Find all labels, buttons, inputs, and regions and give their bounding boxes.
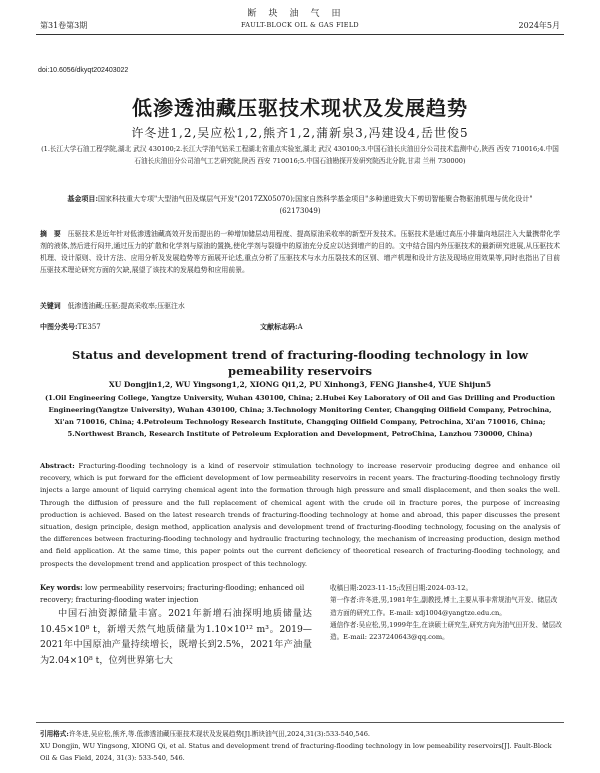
doc-code-value: A	[297, 323, 303, 331]
abstract-cn	[40, 228, 560, 276]
journal-name-cn: 断块油气田	[247, 9, 353, 19]
corresponding-author-note: 通信作者:吴应松,男,1999年生,在读硕士研究生,研究方向为油气田开发、储层改造。E-mail: 2237240643@qq.com。	[330, 620, 562, 642]
abstract-cn-label: 摘 要	[40, 230, 61, 238]
citation-en: XU Dongjin, WU Yingsong, XIONG Qi, et al. Status and development trend of fracturing-flooding technology in low pemeability reservoirs[J]. Fault-Block Oil & Gas Field, 2024, 31(3): 533-540, 546.	[40, 742, 552, 762]
keywords-en-text: low permeability reservoirs; fracturing-flooding; enhanced oil recovery; fracturing-flooding water injection	[40, 584, 305, 604]
received-date: 收稿日期:2023-11-15;改回日期:2024-03-12。	[330, 584, 473, 592]
affiliations-en: (1.Oil Engineering College, Yangtze University, Wuhan 430100, China; 2.Hubei Key Laboratory of Oil and Gas Drilling and Production Engineering(Yangtze University), Wuhan 430100, China; 3.Technology Monitoring Center, Changqing Oilfield Company, Petrochina, Xi'an 710016, China; 4.Petroleum Technology Research Institute, Changqing Oilfield Company, Petrochina, Xi'an 710016, China; 5.Northwest Branch, Research Institute of Petroleum Exploration and Development, PetroChina, Lanzhou 730000, China)	[44, 394, 556, 438]
body-text: 中国石油资源储量丰富。2021年新增石油探明地质储量达10.45×10⁸ t，新增天然气地质储量为1.10×10¹² m³。2019—2021年中国原油产量持续增长，既增长到2.5%，2021年产油量为2.04×10⁸ t，位列世界第七大	[40, 608, 312, 666]
classification-row	[40, 322, 560, 332]
keywords-cn-label: 关键词	[40, 302, 61, 310]
keywords-cn-text: 低渗透油藏;压驱;提高采收率;压驱注水	[67, 302, 185, 310]
clc-label: 中图分类号:	[40, 322, 78, 331]
citation-cn: 许冬进,吴应松,熊齐,等.低渗透油藏压驱技术现状及发展趋势[J].断块油气田,2024,31(3):533-540,546.	[68, 730, 370, 738]
header-rule	[36, 34, 564, 35]
footnote	[330, 582, 562, 643]
paper-title-cn: 低渗透油藏压驱技术现状及发展趋势	[132, 96, 468, 120]
funding-text: 国家科技重大专项"大型油气田及煤层气开发"(2017ZX05070);国家自然科学基金项目"多种递进致大下剪切智能聚合物驱油机理与优化设计"(62173049)	[97, 195, 533, 215]
volume-issue: 第31卷第3期	[40, 21, 88, 30]
abstract-en-text: Fracturing-flooding technology is a kind of reservoir stimulation technology to increase reservoir producing degree and enhance oil recovery, which is put forward for the efficient development of low permeability reservoirs in recent years. The fracturing-flooding technology firstly injects a large amount of liquid carrying chemical agent into the formation through high pressure and small displacement, and then soaks the well. Through the diffusion of pressure and the full replacement of chemical agent with the crude oil in fracture pores, the purpose of increasing production is achieved. Based on the latest research trends of fracturing-flooding technology at home and abroad, this paper discusses the present situation, design principle, design method, application analysis and development trend of fracturing-flooding technology, focusing on the analysis of the differences between fracturing-flooding technology and hydraulic fracturing technology, the mechanism of increasing production, design method and field application. At the same time, this paper points out the current deficiency of theoretical research of fracturing-flooding technology, and prospects the development trend and application prospect of this technology.	[40, 462, 561, 568]
authors-en: XU Dongjin1,2, WU Yingsong1,2, XIONG Qi1,2, PU Xinhong3, FENG Jianshe4, YUE Shijun5	[108, 380, 492, 389]
first-author-note: 第一作者:许冬进,男,1981年生,副教授,博士,主要从事非常规油气开发、储层改造方面的研究工作。E-mail: xdj1004@yangtze.edu.cn。	[330, 596, 558, 617]
citation-label: 引用格式:	[40, 730, 69, 738]
keywords-cn	[40, 300, 560, 310]
doc-code	[260, 322, 303, 332]
keywords-en-label: Key words:	[40, 583, 83, 592]
doc-code-label: 文献标志码:	[260, 322, 298, 331]
abstract-en	[40, 460, 560, 570]
abstract-en-label: Abstract:	[40, 462, 75, 470]
funding	[60, 193, 540, 217]
authors-cn: 许冬进1,2,吴应松1,2,熊齐1,2,蒲新泉3,冯建设4,岳世俊5	[131, 126, 469, 140]
abstract-cn-text: 压驱技术是近年针对低渗透油藏高效开发而提出的一种增加储层动用程度、提高原油采收率的新型开发技术。压驱技术是通过高压小排量向地层注入大量携带化学剂的液体,然后进行闷井,通过压力的扩散和化学剂与原油的置换,使化学剂与裂缝中的原油充分反应以达到增产的目的。文中结合国内外压驱技术的最新研究进展,从压驱技术机理、设计原则、设计方法、应用分析及发展趋势等方面展开论述,重点分析了压驱技术与水力压裂技术的区别、增产机理和设计方法及现场应用效果等,同时也指出了目前压驱技术理论研究方面的欠缺,展望了该技术的发展趋势和应用前景。	[40, 230, 561, 274]
funding-label: 基金项目:	[67, 194, 98, 203]
paper-title-en: Status and development trend of fracturing-flooding technology in low pemeability reservoirs	[71, 348, 529, 378]
keywords-en	[40, 582, 312, 606]
citation	[40, 728, 560, 764]
clc-value: TE357	[77, 323, 101, 331]
affiliations-cn: (1.长江大学石油工程学院,湖北 武汉 430100;2.长江大学油气钻采工程湖北省重点实验室,湖北 武汉 430100;3.中国石油长庆油田分公司技术监测中心,陕西 西安 710016;4.中国石油长庆油田分公司油气工艺研究院,陕西 西安 710016;5.中国石油勘探开发研究院西北分院,甘肃 兰州 730000)	[41, 145, 559, 165]
journal-name-en: FAULT-BLOCK OIL & GAS FIELD	[241, 21, 359, 29]
doi[interactable]: doi:10.6056/dkyqt202403022	[38, 67, 129, 74]
publication-date: 2024年5月	[518, 21, 560, 30]
footnote-rule	[36, 722, 564, 723]
